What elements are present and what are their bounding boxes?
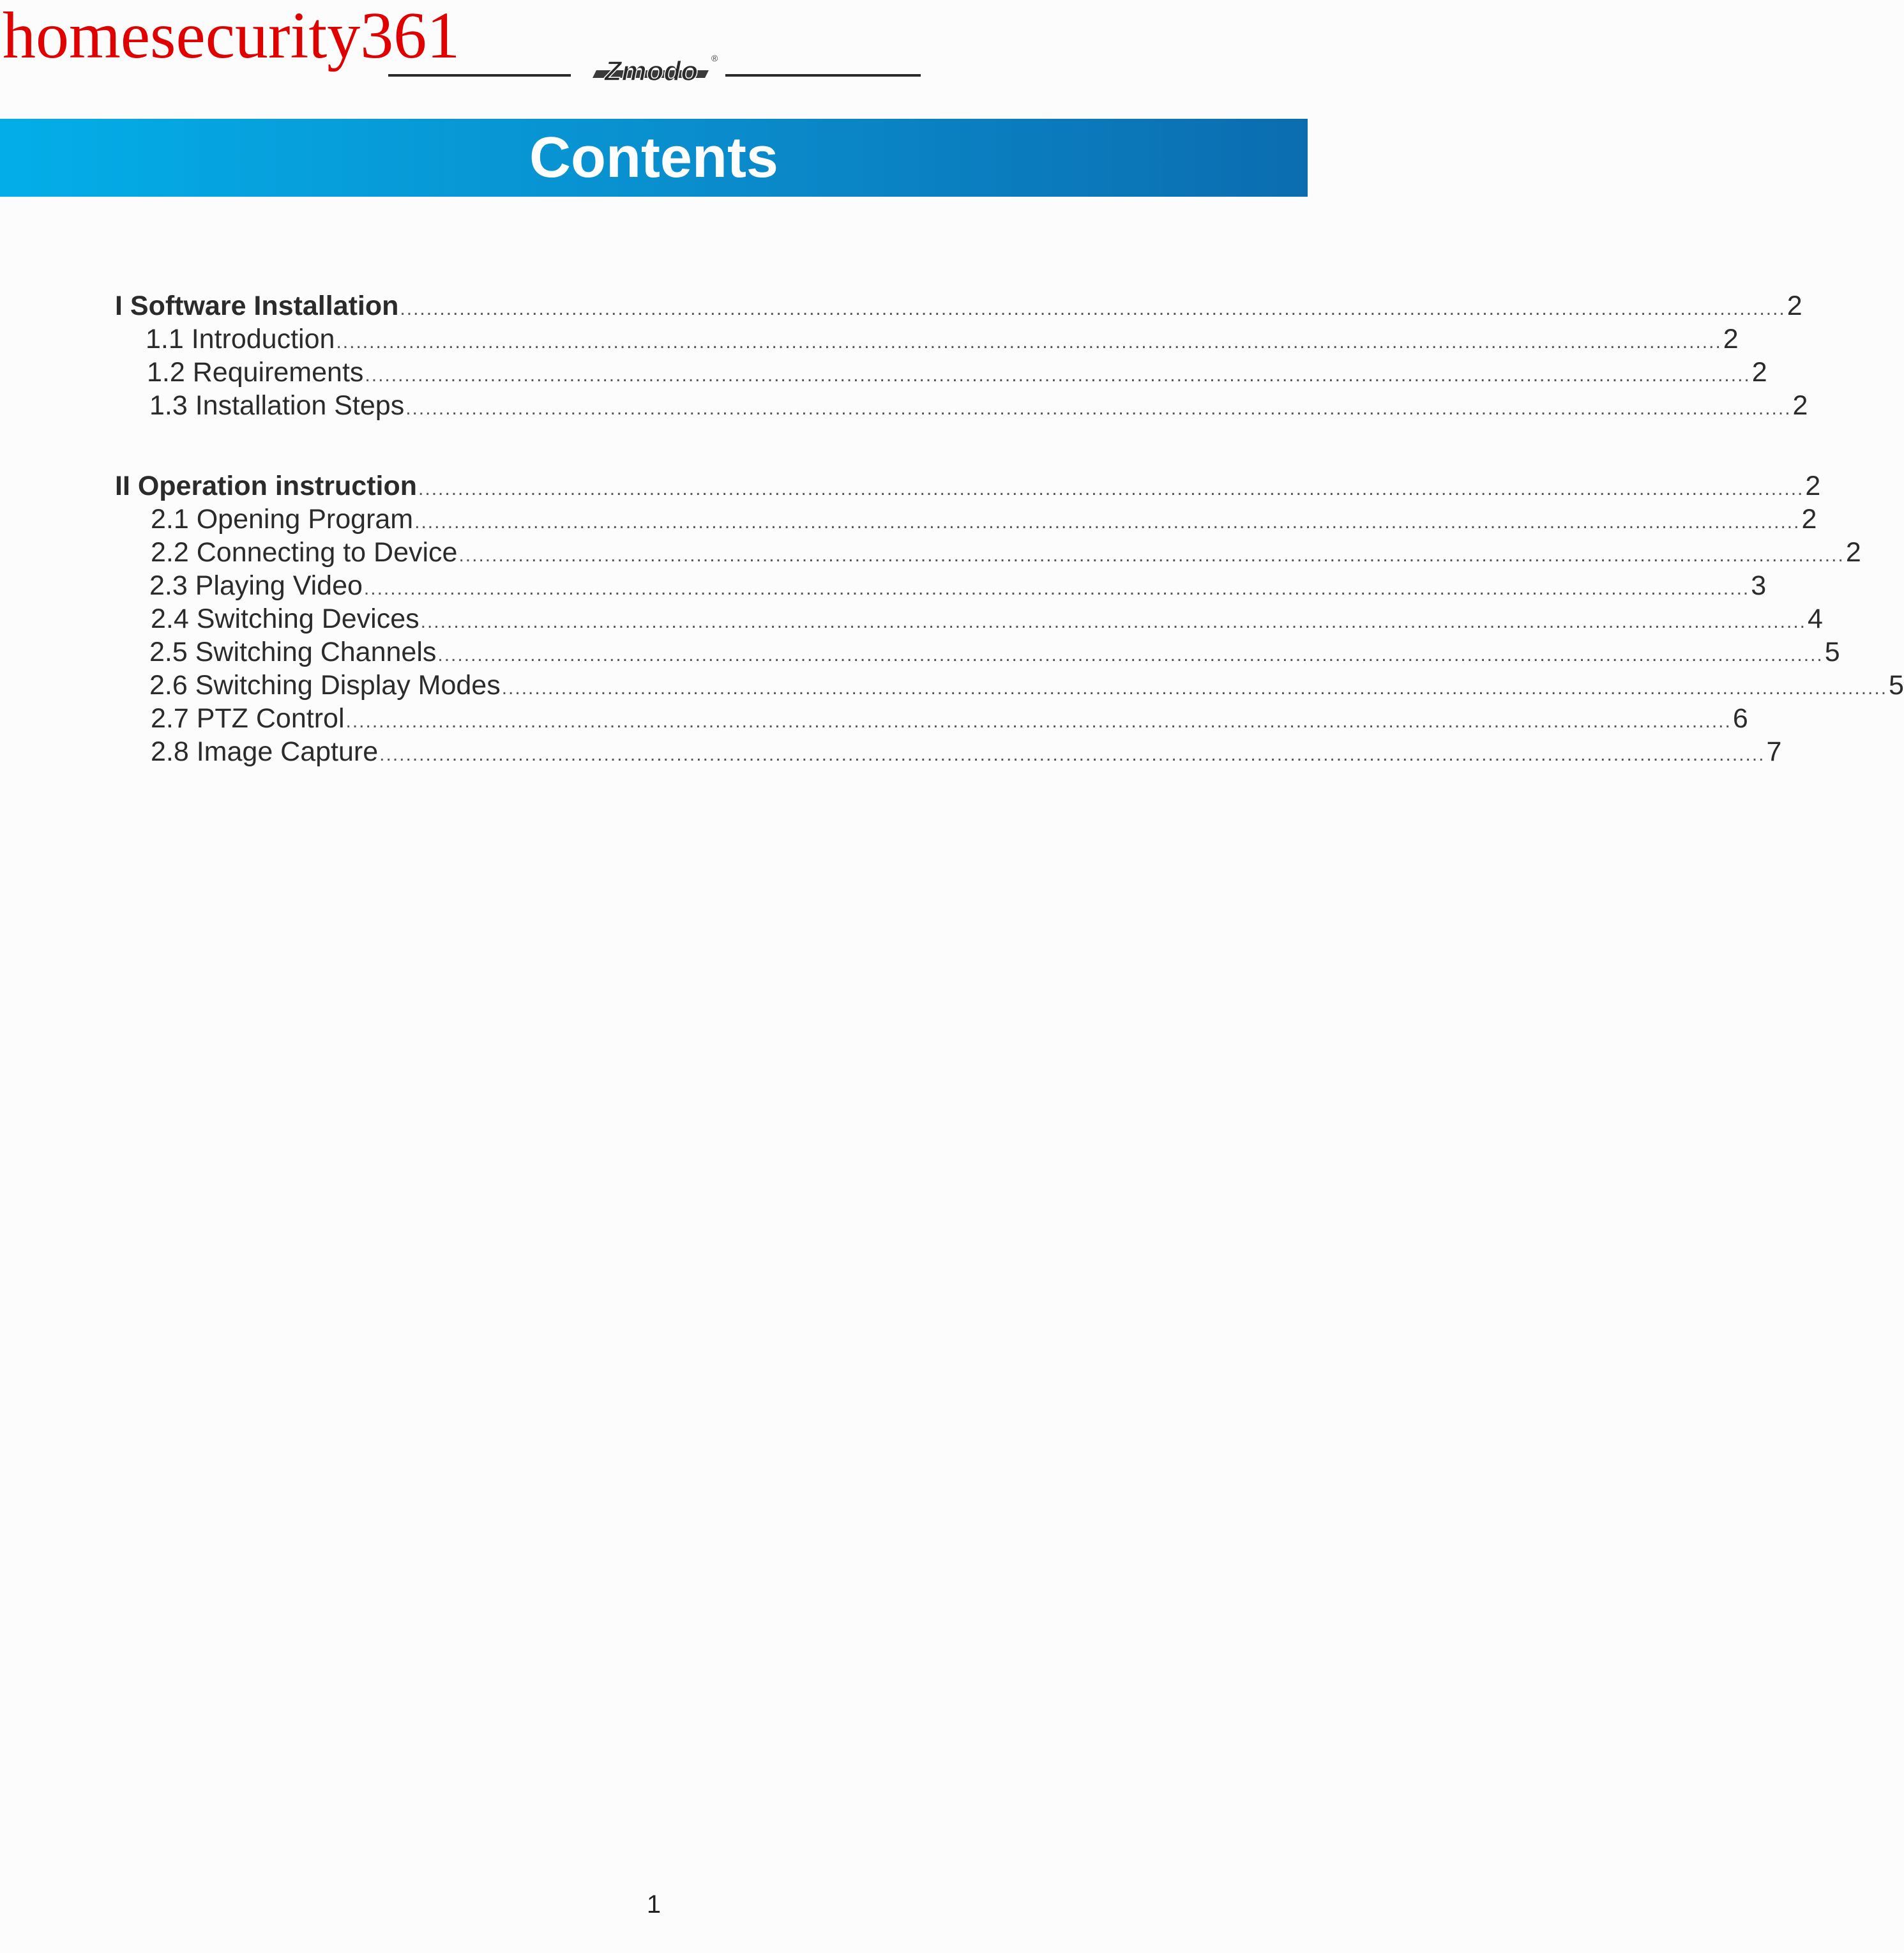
toc-leader-dots: ..................................................................................................................................................................................................................: [365, 365, 1751, 386]
toc-page-number: 2: [1751, 357, 1767, 388]
header-rule-right: [725, 74, 921, 77]
toc-leader-dots: ..................................................................................................................................................................................................................: [501, 678, 1888, 699]
footer-page-number: 1: [646, 1890, 661, 1919]
toc-item-2-5[interactable]: [149, 637, 1840, 670]
toc-item-label: 2.6 Switching Display Modes: [149, 670, 501, 701]
toc-page-number: 2: [1792, 390, 1808, 421]
toc-leader-dots: ..................................................................................................................................................................................................................: [405, 398, 1792, 419]
page-title: Contents: [529, 126, 778, 190]
toc-item-2-7[interactable]: [151, 703, 1748, 736]
toc-leader-dots: ..................................................................................................................................................................................................................: [437, 644, 1824, 665]
toc-page-number: 6: [1732, 703, 1748, 734]
watermark-text: homesecurity361: [3, 0, 460, 72]
toc-page-number: 3: [1751, 570, 1767, 601]
toc-item-2-2[interactable]: [151, 537, 1861, 570]
toc-leader-dots: ..................................................................................................................................................................................................................: [336, 331, 1722, 353]
toc-item-1-2[interactable]: [147, 357, 1767, 390]
toc-page-number: 5: [1889, 670, 1904, 701]
toc-page-number: 2: [1805, 471, 1821, 501]
toc-item-2-3[interactable]: [149, 570, 1767, 604]
toc-leader-dots: ..................................................................................................................................................................................................................: [414, 512, 1801, 533]
toc-section-label: I Software Installation: [115, 291, 399, 321]
toc-item-2-4[interactable]: [151, 604, 1823, 637]
toc-leader-dots: ..................................................................................................................................................................................................................: [345, 711, 1732, 732]
toc-item-2-1[interactable]: [151, 504, 1817, 537]
toc-item-label: 2.7 PTZ Control: [151, 703, 345, 734]
toc-item-label: 1.3 Installation Steps: [149, 390, 405, 421]
toc-page-number: 2: [1787, 291, 1802, 321]
toc-page-number: 2: [1801, 504, 1817, 535]
toc-leader-dots: ..................................................................................................................................................................................................................: [420, 611, 1806, 632]
toc-leader-dots: ..................................................................................................................................................................................................................: [458, 545, 1845, 566]
toc-item-2-8[interactable]: [151, 736, 1782, 770]
toc-item-label: 2.5 Switching Channels: [149, 637, 437, 667]
contents-banner: [0, 119, 1308, 197]
toc-item-2-6[interactable]: [149, 670, 1904, 703]
toc-page-number: 5: [1824, 637, 1840, 667]
toc-item-label: 2.2 Connecting to Device: [151, 537, 458, 568]
toc-page-number: 4: [1807, 604, 1823, 634]
toc-leader-dots: ..................................................................................................................................................................................................................: [400, 298, 1786, 319]
toc-page-number: 2: [1723, 324, 1739, 354]
toc-page-number: 2: [1845, 537, 1861, 568]
svg-text:Zmodo: Zmodo: [604, 56, 699, 87]
toc-item-1-3[interactable]: [149, 390, 1808, 423]
toc-item-label: 2.3 Playing Video: [149, 570, 363, 601]
toc-item-label: 2.8 Image Capture: [151, 736, 379, 767]
toc-section-label: II Operation instruction: [115, 471, 418, 501]
toc-item-label: 2.4 Switching Devices: [151, 604, 419, 634]
toc-leader-dots: ..................................................................................................................................................................................................................: [363, 578, 1750, 599]
toc-section-2[interactable]: [115, 471, 1821, 504]
toc-page-number: 7: [1766, 736, 1782, 767]
header-rule-left: [388, 74, 571, 77]
zmodo-logo: [587, 51, 718, 87]
toc-item-label: 1.1 Introduction: [146, 324, 335, 354]
svg-text:®: ®: [711, 53, 718, 63]
toc-leader-dots: ..................................................................................................................................................................................................................: [418, 478, 1804, 499]
toc-item-label: 1.2 Requirements: [147, 357, 364, 388]
toc-leader-dots: ..................................................................................................................................................................................................................: [379, 744, 1765, 765]
toc-item-label: 2.1 Opening Program: [151, 504, 414, 535]
toc-section-1[interactable]: [115, 291, 1802, 324]
toc-item-1-1[interactable]: [146, 324, 1739, 357]
